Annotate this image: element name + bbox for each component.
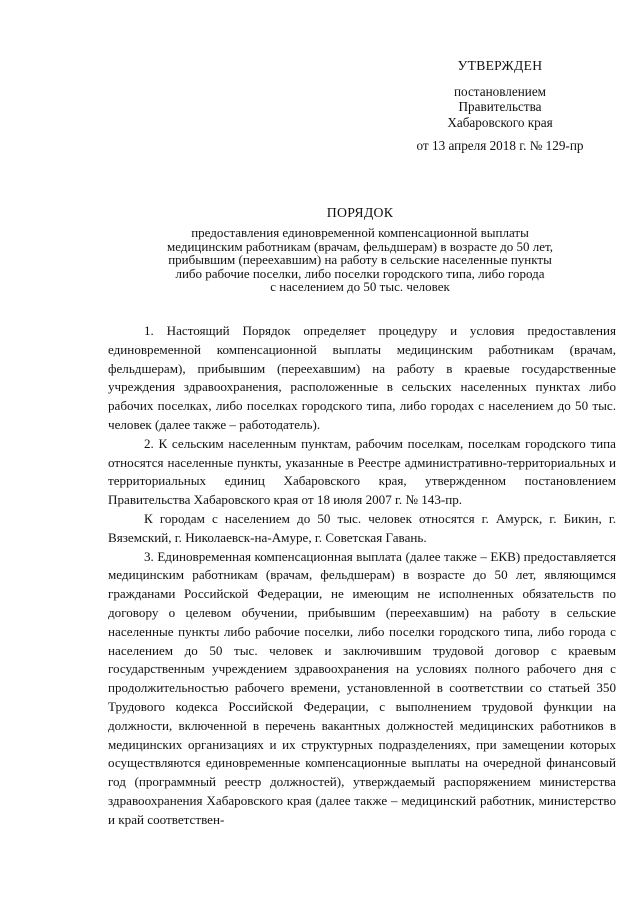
subtitle-line: медицинским работникам (врачам, фельдшерам) в возрасте до 50 лет, [167, 238, 553, 254]
paragraph-1: 1. Настоящий Порядок определяет процедуру и условия предоставления единовременной компенсационной выплаты медицинским работникам (врачам, фельдшерам), прибывшим (переехавшим) на работу в краевые государственные учреждения здравоохранения, расположенные в сельских населенных пунктах либо рабочих поселках, либо поселках городского типа, либо городах с населением до 50 тыс. человек (далее также – работодатель). [108, 323, 616, 432]
document-body [108, 322, 616, 830]
paragraph-2-cities: К городам с населением до 50 тыс. человек относятся г. Амурск, г. Бикин, г. Вяземский, г. Николаевск-на-Амуре, г. Советская Гавань. [108, 510, 616, 545]
approval-block [380, 58, 620, 154]
document-subtitle [90, 226, 630, 294]
paragraph-2: 2. К сельским населенным пунктам, рабочим поселкам, поселкам городского типа относятся населенные пункты, указанные в Реестре административно-территориальных и территориальных единиц Хабаровского края, утвержденном постановлением Правительства Хабаровского края от 18 июля 2007 г. № 143-пр. [108, 435, 616, 508]
subtitle-line: с населением до 50 тыс. человек [270, 279, 450, 295]
document-title: ПОРЯДОК [326, 205, 394, 220]
approval-date: от 13 апреля 2018 г. № 129-пр [416, 138, 584, 153]
subtitle-line: либо рабочие поселки, либо поселки городского типа, либо города [175, 265, 545, 281]
subtitle-line: прибывшим (переехавшим) на работу в сельские населенные пункты [168, 252, 552, 268]
approval-line-3: Хабаровского края [447, 114, 553, 130]
approval-stamp: УТВЕРЖДЕН [457, 58, 543, 73]
paragraph-3: 3. Единовременная компенсационная выплата (далее также – ЕКВ) предоставляется медицинским работникам (врачам, фельдшерам) в возрасте до 50 лет, являющимся гражданами Российской Федерации, не имеющим не исполненных обязательств по договору о целевом обучении, прибывшим (переехавшим) на работу в сельские населенные пункты либо рабочие поселки, либо поселки городского типа, либо города с населением до 50 тыс. человек и заключившим трудовой договор с краевым государственным учреждением здравоохранения на условиях полного рабочего дня с продолжительностью рабочего времени, установленной в соответствии со статьей 350 Трудового кодекса Российской Федерации, с выполнением трудовой функции на должности, включенной в перечень вакантных должностей медицинских работников в медицинских организациях и их структурных подразделениях, при замещении которых осуществляются единовременные компенсационные выплаты на очередной финансовый год (программный реестр должностей), утверждаемый распоряжением министерства здравоохранения Хабаровского края (далее также – медицинский работник, министерство и край соответствен- [108, 548, 616, 827]
subtitle-line: предоставления единовременной компенсационной выплаты [191, 225, 529, 240]
approval-line-2: Правительства [458, 99, 542, 114]
approval-line-1: постановлением [453, 83, 547, 99]
